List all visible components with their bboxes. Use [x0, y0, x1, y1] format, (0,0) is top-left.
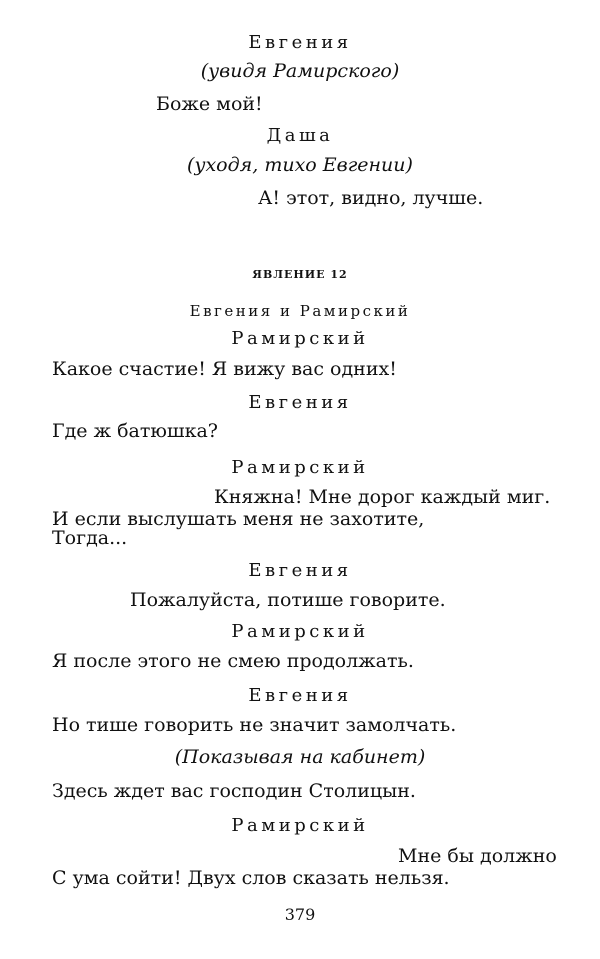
dialogue-line: Боже мой! — [156, 93, 263, 115]
dialogue-line: Какое счастие! Я вижу вас одних! — [52, 358, 397, 380]
speaker-name: Евгения — [248, 560, 352, 581]
dialogue-line: А! этот, видно, лучше. — [258, 187, 484, 209]
dialogue-line: Мне бы должно — [398, 845, 557, 867]
dialogue-line: Тогда... — [52, 527, 128, 549]
dialogue-line: Пожалуйста, потише говорите. — [130, 589, 446, 611]
speaker-name: Даша — [266, 125, 334, 146]
speaker-name: Рамирский — [231, 457, 369, 478]
dialogue-line: Где ж батюшка? — [52, 420, 218, 442]
dialogue-line: Княжна! Мне дорог каждый миг. — [214, 486, 551, 508]
speaker-name: Евгения — [248, 685, 352, 706]
dialogue-line: Здесь ждет вас господин Столицын. — [52, 780, 416, 802]
speaker-name: Евгения — [248, 32, 352, 53]
dialogue-line: Но тише говорить не значит замолчать. — [52, 714, 457, 736]
speaker-name: Рамирский — [231, 815, 369, 836]
stage-direction: (уходя, тихо Евгении) — [187, 154, 413, 176]
page-number: 379 — [284, 905, 316, 924]
dialogue-line: С ума сойти! Двух слов сказать нельзя. — [52, 867, 450, 889]
speaker-name: Рамирский — [231, 328, 369, 349]
speaker-name: Евгения — [248, 392, 352, 413]
stage-direction: (Показывая на кабинет) — [174, 746, 426, 768]
scene-heading: ЯВЛЕНИЕ 12 — [252, 268, 348, 281]
speaker-name: Рамирский — [231, 621, 369, 642]
cast-list: Евгения и Рамирский — [189, 302, 411, 320]
stage-direction: (увидя Рамирского) — [200, 60, 400, 82]
dialogue-line: Я после этого не смею продолжать. — [52, 650, 414, 672]
dialogue-line: И если выслушать меня не захотите, — [52, 508, 425, 530]
